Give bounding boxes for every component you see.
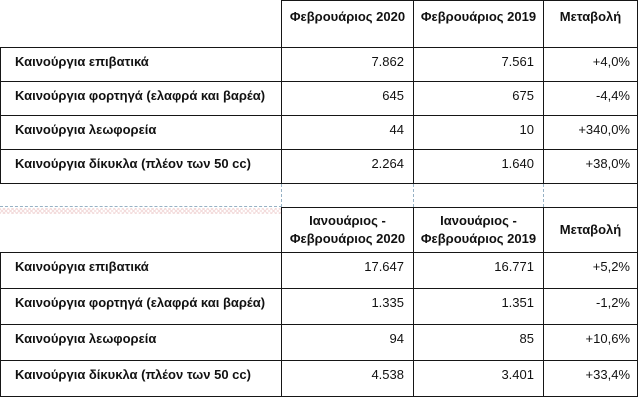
- value-current: 4.538: [282, 361, 414, 397]
- monthly-registrations-table: [0, 0, 638, 184]
- value-current: 645: [282, 82, 414, 116]
- row-label: Καινούργια δίκυκλα (πλέον των 50 cc): [0, 150, 282, 184]
- period-line1: Ιανουάριος -: [309, 213, 386, 228]
- value-current: 44: [282, 116, 414, 150]
- column-header-change: Μεταβολή: [544, 0, 638, 48]
- row-label: Καινούργια δίκυκλα (πλέον των 50 cc): [0, 361, 282, 397]
- value-change: +5,2%: [544, 253, 638, 289]
- row-label: Καινούργια επιβατικά: [0, 48, 282, 82]
- value-change: +38,0%: [544, 150, 638, 184]
- row-label: Καινούργια λεωφορεία: [0, 116, 282, 150]
- value-previous: 7.561: [414, 48, 544, 82]
- corner-empty-cell: [0, 207, 282, 253]
- value-current: 7.862: [282, 48, 414, 82]
- value-previous: 3.401: [414, 361, 544, 397]
- column-header-previous-month: Φεβρουάριος 2019: [414, 0, 544, 48]
- value-current: 94: [282, 325, 414, 361]
- value-previous: 1.640: [414, 150, 544, 184]
- row-label: Καινούργια επιβατικά: [0, 253, 282, 289]
- period-line1: Ιανουάριος -: [440, 213, 517, 228]
- period-line2: Φεβρουάριος 2020: [289, 231, 406, 246]
- table-edge-connector-line: [637, 184, 638, 207]
- row-label: Καινούργια φορτηγά (ελαφρά και βαρέα): [0, 82, 282, 116]
- page-break-dashed-line: [543, 184, 544, 207]
- column-header-previous-period: [414, 207, 544, 253]
- value-previous: 1.351: [414, 289, 544, 325]
- value-change: -1,2%: [544, 289, 638, 325]
- value-change: +4,0%: [544, 48, 638, 82]
- value-previous: 16.771: [414, 253, 544, 289]
- value-current: 1.335: [282, 289, 414, 325]
- column-header-current-month: Φεβρουάριος 2020: [282, 0, 414, 48]
- value-change: +10,6%: [544, 325, 638, 361]
- cumulative-registrations-table: [0, 207, 638, 397]
- value-previous: 675: [414, 82, 544, 116]
- period-line2: Φεβρουάριος 2019: [420, 231, 537, 246]
- row-label: Καινούργια φορτηγά (ελαφρά και βαρέα): [0, 289, 282, 325]
- row-label: Καινούργια λεωφορεία: [0, 325, 282, 361]
- corner-empty-cell: [0, 0, 282, 48]
- value-change: -4,4%: [544, 82, 638, 116]
- value-previous: 10: [414, 116, 544, 150]
- page-break-dashed-line: [413, 184, 414, 207]
- column-header-current-period: [282, 207, 414, 253]
- page-break-dashed-line: [281, 184, 282, 207]
- value-change: +33,4%: [544, 361, 638, 397]
- value-change: +340,0%: [544, 116, 638, 150]
- column-header-change: Μεταβολή: [544, 207, 638, 253]
- value-current: 2.264: [282, 150, 414, 184]
- value-previous: 85: [414, 325, 544, 361]
- value-current: 17.647: [282, 253, 414, 289]
